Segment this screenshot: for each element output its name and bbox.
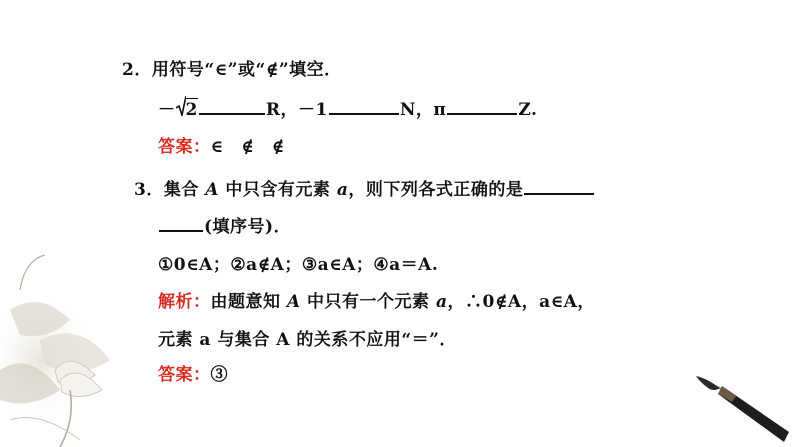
q2-title: 2．用符号“∈”或“∉”填空．	[122, 60, 342, 80]
blank-5[interactable]	[159, 216, 203, 232]
answer-value: ③	[210, 365, 228, 385]
q3-stem-line2: (填序号)．	[158, 212, 291, 237]
q3-options: ①0∈A；②a∉A；③a∈A；④a＝A.	[158, 255, 439, 275]
blank-3[interactable]	[447, 99, 517, 115]
q2-answer	[158, 132, 285, 157]
analysis-label: 解析：	[158, 292, 211, 312]
lotus-painting	[0, 250, 150, 447]
minus-sign: －	[158, 100, 176, 120]
answer-label: 答案：	[158, 365, 211, 385]
answer-value: ∈ ∉ ∉	[210, 137, 285, 157]
q3-answer	[158, 360, 228, 385]
q3-stem-line1: 3．集合 A 中只含有元素 a，则下列各式正确的是	[134, 175, 595, 200]
q2-fill-in-line: － 2 R，－1 N，π Z.	[158, 95, 537, 120]
blank-1[interactable]	[199, 99, 265, 115]
calligraphy-brush	[684, 372, 794, 447]
blank-2[interactable]	[329, 99, 399, 115]
sqrt-expression: 2	[176, 98, 198, 120]
q3-analysis-line2: 元素 a 与集合 A 的关系不应用“＝”．	[158, 330, 457, 350]
blank-4[interactable]	[524, 179, 594, 195]
radical-sign-icon	[176, 96, 186, 116]
answer-label: 答案：	[158, 137, 211, 157]
q3-analysis-line1: 解析：由题意知 A 中只有一个元素 a，∴0∉A，a∈A，	[158, 292, 595, 312]
